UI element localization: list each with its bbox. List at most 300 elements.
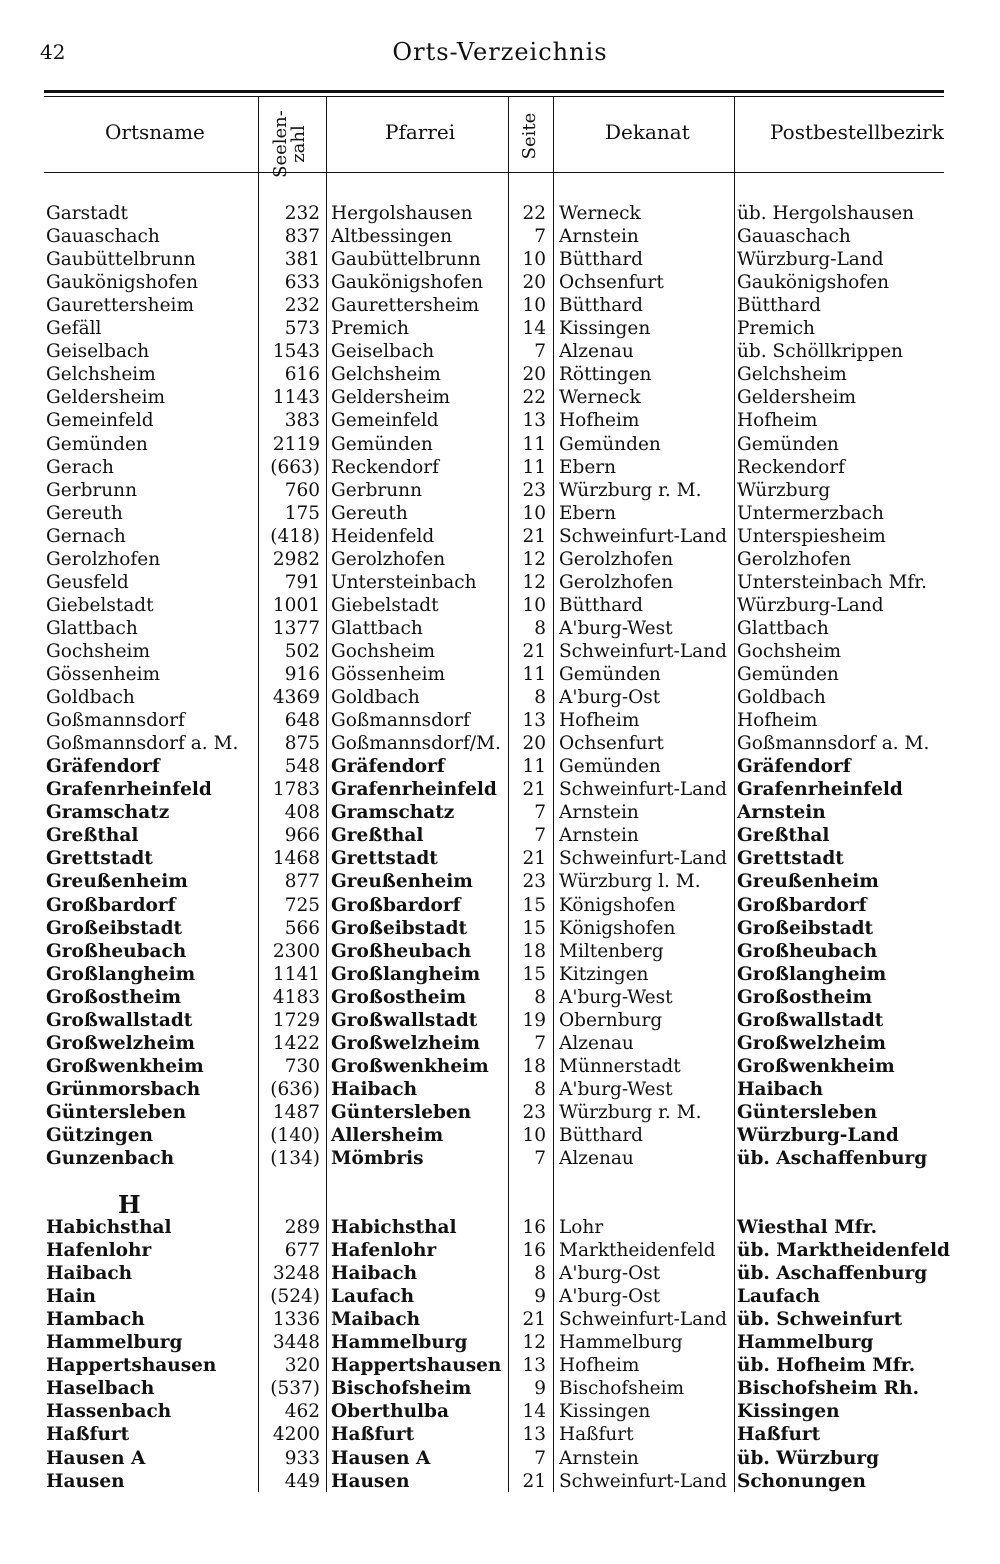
cell-pfarrei: Großlangheim <box>331 963 481 985</box>
cell-ortsname: Greußenheim <box>46 871 188 893</box>
cell-dekanat: Schweinfurt-Land <box>559 1309 727 1331</box>
table-row <box>0 1377 1000 1400</box>
cell-seite: 14 <box>522 318 546 340</box>
table-row <box>0 433 1000 456</box>
cell-pfarrei: Glattbach <box>331 617 423 639</box>
cell-seelenzahl: 875 <box>284 733 320 755</box>
cell-seite: 7 <box>534 1447 546 1469</box>
cell-ortsname: Großwenkheim <box>46 1055 204 1077</box>
table-row <box>0 870 1000 893</box>
cell-ortsname: Hausen A <box>46 1447 146 1469</box>
table-row <box>0 1239 1000 1262</box>
cell-ortsname: Glattbach <box>46 617 138 639</box>
cell-postbestellbezirk: Würzburg-Land <box>737 1125 899 1146</box>
table-row <box>0 1470 1000 1493</box>
cell-pfarrei: Habichsthal <box>331 1217 457 1238</box>
cell-seelenzahl: 573 <box>284 318 320 340</box>
cell-seite: 19 <box>522 1009 546 1031</box>
table-row <box>0 1009 1000 1032</box>
cell-pfarrei: Haibach <box>331 1263 418 1285</box>
cell-pfarrei: Gräfendorf <box>331 756 445 778</box>
table-row <box>0 248 1000 271</box>
cell-dekanat: Hofheim <box>559 710 640 732</box>
cell-ortsname: Gaukönigshofen <box>46 272 199 294</box>
cell-pfarrei: Altbessingen <box>331 226 453 248</box>
cell-seite: 18 <box>522 1055 546 1077</box>
cell-dekanat: Gemünden <box>559 664 661 685</box>
cell-pfarrei: Hergolshausen <box>331 203 473 224</box>
cell-postbestellbezirk: Untermerzbach <box>737 502 884 524</box>
cell-seite: 7 <box>534 1148 546 1170</box>
header-postbestellbezirk: Postbestellbezirk <box>770 120 944 144</box>
cell-pfarrei: Haibach <box>331 1078 418 1100</box>
table-row <box>0 363 1000 386</box>
cell-seite: 13 <box>522 710 546 732</box>
cell-ortsname: Großeibstadt <box>46 917 183 939</box>
cell-seite: 7 <box>534 825 546 847</box>
cell-dekanat: Alzenau <box>559 341 634 363</box>
cell-dekanat: Röttingen <box>559 364 652 386</box>
cell-dekanat: Werneck <box>559 203 641 224</box>
cell-ortsname: Großlangheim <box>46 963 196 985</box>
table-row <box>0 1447 1000 1470</box>
cell-ortsname: Goldbach <box>46 687 135 709</box>
table-row <box>0 940 1000 963</box>
cell-seelenzahl: 1336 <box>272 1309 320 1331</box>
cell-postbestellbezirk: Güntersleben <box>737 1101 878 1123</box>
cell-postbestellbezirk: Großeibstadt <box>737 917 874 939</box>
cell-postbestellbezirk: üb. Aschaffenburg <box>737 1148 928 1170</box>
cell-ortsname: Grünmorsbach <box>46 1078 201 1100</box>
cell-postbestellbezirk: üb. Würzburg <box>737 1447 880 1469</box>
cell-pfarrei: Greßthal <box>331 825 424 847</box>
cell-postbestellbezirk: Großwenkheim <box>737 1055 895 1077</box>
cell-dekanat: Bütthard <box>559 249 644 271</box>
table-row <box>0 548 1000 571</box>
table-row <box>0 640 1000 663</box>
cell-seite: 12 <box>522 571 546 593</box>
table-row <box>0 225 1000 248</box>
cell-seite: 15 <box>522 963 546 985</box>
cell-seite: 16 <box>522 1217 546 1238</box>
cell-dekanat: A'burg-West <box>559 986 673 1008</box>
cell-postbestellbezirk: Großwallstadt <box>737 1009 884 1031</box>
cell-pfarrei: Mömbris <box>331 1148 424 1170</box>
cell-dekanat: Königshofen <box>559 917 676 939</box>
cell-seite: 15 <box>522 917 546 939</box>
table-row <box>0 847 1000 870</box>
cell-seelenzahl: 677 <box>284 1240 320 1262</box>
header-seite: Seite <box>519 112 540 160</box>
table-row <box>0 525 1000 548</box>
table-row <box>0 709 1000 732</box>
cell-dekanat: Bütthard <box>559 1125 644 1146</box>
table-row <box>0 409 1000 432</box>
cell-dekanat: Kissingen <box>559 318 651 340</box>
cell-pfarrei: Gramschatz <box>331 802 455 824</box>
cell-dekanat: Arnstein <box>559 226 639 248</box>
table-row <box>0 386 1000 409</box>
cell-seelenzahl: 502 <box>284 640 320 662</box>
cell-seelenzahl: 760 <box>284 479 320 501</box>
cell-pfarrei: Großbardorf <box>331 894 461 916</box>
cell-pfarrei: Giebelstadt <box>331 594 439 616</box>
cell-postbestellbezirk: Großwelzheim <box>737 1032 886 1054</box>
cell-dekanat: Münnerstadt <box>559 1055 681 1077</box>
cell-pfarrei: Hammelburg <box>331 1332 468 1354</box>
cell-seite: 22 <box>522 387 546 409</box>
cell-pfarrei: Gaurettersheim <box>331 295 479 317</box>
cell-postbestellbezirk: Haibach <box>737 1078 824 1100</box>
cell-postbestellbezirk: Wiesthal Mfr. <box>737 1217 878 1238</box>
cell-seelenzahl: (537) <box>270 1378 320 1400</box>
cell-seite: 20 <box>522 733 546 755</box>
cell-postbestellbezirk: Großheubach <box>737 940 878 962</box>
table-row <box>0 502 1000 525</box>
cell-seite: 18 <box>522 940 546 962</box>
cell-seite: 13 <box>522 1355 546 1377</box>
table-row <box>0 1055 1000 1078</box>
cell-seite: 21 <box>522 848 546 870</box>
cell-postbestellbezirk: üb. Marktheidenfeld <box>737 1240 950 1262</box>
table-row <box>0 778 1000 801</box>
table-row <box>0 894 1000 917</box>
cell-seelenzahl: 4200 <box>272 1424 320 1446</box>
cell-pfarrei: Bischofsheim <box>331 1378 472 1400</box>
table-row <box>0 340 1000 363</box>
cell-ortsname: Großostheim <box>46 986 182 1008</box>
page-number: 42 <box>40 40 66 64</box>
cell-seite: 10 <box>522 594 546 616</box>
cell-dekanat: Kitzingen <box>559 963 649 985</box>
cell-seite: 7 <box>534 802 546 824</box>
cell-ortsname: Gochsheim <box>46 640 151 662</box>
cell-dekanat: Schweinfurt-Land <box>559 848 727 870</box>
cell-postbestellbezirk: Hofheim <box>737 710 818 732</box>
cell-seite: 21 <box>522 640 546 662</box>
cell-dekanat: Hammelburg <box>559 1332 683 1354</box>
header-rule-thin <box>44 96 944 97</box>
cell-seite: 7 <box>534 1032 546 1054</box>
cell-seite: 8 <box>534 1263 546 1285</box>
cell-pfarrei: Heidenfeld <box>331 525 435 547</box>
cell-ortsname: Haibach <box>46 1263 133 1285</box>
table-row <box>0 456 1000 479</box>
cell-seelenzahl: 1487 <box>272 1101 320 1123</box>
cell-postbestellbezirk: üb. Hergolshausen <box>737 203 915 224</box>
cell-seite: 15 <box>522 894 546 916</box>
cell-postbestellbezirk: Hammelburg <box>737 1332 874 1354</box>
cell-dekanat: A'burg-West <box>559 1078 673 1100</box>
cell-pfarrei: Grettstadt <box>331 848 438 870</box>
cell-postbestellbezirk: Großlangheim <box>737 963 887 985</box>
cell-postbestellbezirk: Untersteinbach Mfr. <box>737 571 927 593</box>
cell-seelenzahl: 566 <box>284 917 320 939</box>
cell-seite: 14 <box>522 1401 546 1423</box>
cell-pfarrei: Haßfurt <box>331 1424 415 1446</box>
cell-dekanat: Obernburg <box>559 1009 663 1031</box>
table-row <box>0 1101 1000 1124</box>
cell-seite: 10 <box>522 295 546 317</box>
cell-dekanat: A'burg-Ost <box>559 1286 661 1308</box>
cell-dekanat: Würzburg l. M. <box>559 871 701 893</box>
cell-pfarrei: Allersheim <box>331 1125 444 1146</box>
cell-ortsname: Goßmannsdorf <box>46 710 185 732</box>
cell-ortsname: Giebelstadt <box>46 594 154 616</box>
cell-ortsname: Hain <box>46 1286 96 1308</box>
cell-ortsname: Geldersheim <box>46 387 166 409</box>
cell-seite: 22 <box>522 203 546 224</box>
cell-dekanat: Marktheidenfeld <box>559 1240 716 1262</box>
cell-postbestellbezirk: Gochsheim <box>737 640 842 662</box>
header-seelenzahl-line2: zahl <box>288 125 309 163</box>
cell-ortsname: Großwallstadt <box>46 1009 193 1031</box>
cell-pfarrei: Premich <box>331 318 409 340</box>
cell-postbestellbezirk: Bütthard <box>737 295 822 317</box>
cell-seelenzahl: 1543 <box>272 341 320 363</box>
cell-seite: 9 <box>534 1378 546 1400</box>
cell-seite: 8 <box>534 1078 546 1100</box>
cell-postbestellbezirk: Gelchsheim <box>737 364 847 386</box>
cell-seite: 7 <box>534 226 546 248</box>
cell-seelenzahl: 175 <box>284 502 320 524</box>
cell-seelenzahl: 3448 <box>272 1332 320 1354</box>
cell-dekanat: Kissingen <box>559 1401 651 1423</box>
table-row <box>0 1400 1000 1423</box>
cell-ortsname: Grafenrheinfeld <box>46 779 212 801</box>
cell-postbestellbezirk: Premich <box>737 318 815 340</box>
cell-ortsname: Gerbrunn <box>46 479 138 501</box>
cell-seite: 8 <box>534 617 546 639</box>
cell-pfarrei: Goßmannsdorf <box>331 710 470 732</box>
cell-dekanat: Schweinfurt-Land <box>559 525 727 547</box>
cell-ortsname: Gereuth <box>46 502 123 524</box>
cell-ortsname: Goßmannsdorf a. M. <box>46 733 239 755</box>
cell-ortsname: Gauaschach <box>46 226 160 248</box>
cell-seelenzahl: (134) <box>270 1148 320 1170</box>
cell-ortsname: Gerach <box>46 456 114 478</box>
cell-postbestellbezirk: Würzburg <box>737 479 831 501</box>
table-row <box>0 1331 1000 1354</box>
cell-dekanat: Arnstein <box>559 802 639 824</box>
table-row <box>0 732 1000 755</box>
cell-postbestellbezirk: Reckendorf <box>737 456 845 478</box>
cell-seelenzahl: 966 <box>284 825 320 847</box>
table-row <box>0 917 1000 940</box>
cell-seelenzahl: (140) <box>270 1125 320 1146</box>
cell-ortsname: Gräfendorf <box>46 756 160 778</box>
cell-dekanat: Ochsenfurt <box>559 733 664 755</box>
cell-dekanat: Gerolzhofen <box>559 548 674 570</box>
cell-dekanat: A'burg-West <box>559 617 673 639</box>
cell-dekanat: Miltenberg <box>559 940 664 962</box>
cell-postbestellbezirk: Kissingen <box>737 1401 840 1423</box>
table-row <box>0 571 1000 594</box>
cell-pfarrei: Greußenheim <box>331 871 473 893</box>
header-rule-thick <box>44 90 944 93</box>
cell-ortsname: Geusfeld <box>46 571 129 593</box>
cell-pfarrei: Gelchsheim <box>331 364 441 386</box>
cell-seite: 21 <box>522 1470 546 1492</box>
cell-seite: 21 <box>522 779 546 801</box>
cell-postbestellbezirk: Arnstein <box>737 802 826 824</box>
cell-ortsname: Gemünden <box>46 433 148 455</box>
cell-postbestellbezirk: Würzburg-Land <box>737 249 884 271</box>
cell-seelenzahl: 933 <box>284 1447 320 1469</box>
cell-pfarrei: Großheubach <box>331 940 472 962</box>
table-row <box>0 1262 1000 1285</box>
cell-seelenzahl: 1783 <box>272 779 320 801</box>
cell-pfarrei: Gemünden <box>331 433 433 455</box>
column-header-rule <box>44 172 944 173</box>
cell-ortsname: Güntersleben <box>46 1101 187 1123</box>
cell-seelenzahl: 725 <box>284 894 320 916</box>
cell-dekanat: Lohr <box>559 1217 604 1238</box>
table-row <box>0 686 1000 709</box>
cell-seelenzahl: 791 <box>284 571 320 593</box>
cell-postbestellbezirk: Glattbach <box>737 617 829 639</box>
cell-ortsname: Haselbach <box>46 1378 155 1400</box>
cell-ortsname: Hausen <box>46 1470 125 1492</box>
cell-pfarrei: Happertshausen <box>331 1355 502 1377</box>
cell-postbestellbezirk: üb. Schweinfurt <box>737 1309 903 1331</box>
table-row <box>0 294 1000 317</box>
cell-postbestellbezirk: Geldersheim <box>737 387 857 409</box>
cell-seelenzahl: 1377 <box>272 617 320 639</box>
cell-seite: 20 <box>522 364 546 386</box>
cell-pfarrei: Goßmannsdorf/M. <box>331 733 501 755</box>
cell-pfarrei: Geiselbach <box>331 341 435 363</box>
cell-postbestellbezirk: Laufach <box>737 1286 821 1308</box>
cell-seelenzahl: (663) <box>270 456 320 478</box>
cell-dekanat: Würzburg r. M. <box>559 1101 702 1123</box>
cell-postbestellbezirk: Haßfurt <box>737 1424 821 1446</box>
cell-postbestellbezirk: Unterspiesheim <box>737 525 886 547</box>
cell-seelenzahl: 1143 <box>272 387 320 409</box>
cell-pfarrei: Gaukönigshofen <box>331 272 484 294</box>
cell-ortsname: Gerolzhofen <box>46 548 161 570</box>
table-row <box>0 1423 1000 1446</box>
cell-ortsname: Gunzenbach <box>46 1148 175 1170</box>
cell-pfarrei: Hausen <box>331 1470 410 1492</box>
cell-ortsname: Gemeinfeld <box>46 410 154 432</box>
cell-seelenzahl: (636) <box>270 1078 320 1100</box>
cell-pfarrei: Hafenlohr <box>331 1240 437 1262</box>
cell-seelenzahl: 232 <box>284 295 320 317</box>
cell-seite: 7 <box>534 341 546 363</box>
section-letter: H <box>118 1190 141 1219</box>
cell-seelenzahl: 462 <box>284 1401 320 1423</box>
cell-ortsname: Garstadt <box>46 203 128 224</box>
cell-dekanat: Ebern <box>559 502 617 524</box>
cell-seite: 16 <box>522 1240 546 1262</box>
cell-dekanat: Ochsenfurt <box>559 272 664 294</box>
cell-seite: 11 <box>522 664 546 685</box>
table-row <box>0 1147 1000 1170</box>
cell-postbestellbezirk: Gemünden <box>737 664 839 685</box>
cell-postbestellbezirk: Hofheim <box>737 410 818 432</box>
cell-seite: 10 <box>522 1125 546 1146</box>
table-row <box>0 963 1000 986</box>
cell-ortsname: Gaurettersheim <box>46 295 194 317</box>
cell-postbestellbezirk: üb. Hofheim Mfr. <box>737 1355 916 1377</box>
header-ortsname: Ortsname <box>105 120 205 144</box>
cell-seelenzahl: 2119 <box>272 433 320 455</box>
cell-seelenzahl: 730 <box>284 1055 320 1077</box>
cell-pfarrei: Großostheim <box>331 986 467 1008</box>
page-title: Orts-Verzeichnis <box>392 38 608 66</box>
table-row <box>0 594 1000 617</box>
cell-dekanat: Alzenau <box>559 1032 634 1054</box>
cell-postbestellbezirk: üb. Schöllkrippen <box>737 341 903 363</box>
cell-dekanat: Schweinfurt-Land <box>559 1470 727 1492</box>
cell-dekanat: Gerolzhofen <box>559 571 674 593</box>
table-row <box>0 479 1000 502</box>
cell-seelenzahl: 408 <box>284 802 320 824</box>
cell-seelenzahl: 616 <box>284 364 320 386</box>
cell-seelenzahl: (524) <box>270 1286 320 1308</box>
table-row <box>0 1216 1000 1239</box>
cell-seelenzahl: 289 <box>284 1217 320 1238</box>
cell-seite: 13 <box>522 1424 546 1446</box>
cell-postbestellbezirk: Großostheim <box>737 986 873 1008</box>
cell-dekanat: A'burg-Ost <box>559 1263 661 1285</box>
cell-postbestellbezirk: Großbardorf <box>737 894 867 916</box>
cell-ortsname: Gernach <box>46 525 126 547</box>
cell-seelenzahl: 1422 <box>272 1032 320 1054</box>
cell-pfarrei: Untersteinbach <box>331 571 477 593</box>
table-row <box>0 663 1000 686</box>
table-row <box>0 1308 1000 1331</box>
cell-seite: 21 <box>522 1309 546 1331</box>
cell-dekanat: Würzburg r. M. <box>559 479 702 501</box>
cell-pfarrei: Goldbach <box>331 687 420 709</box>
cell-pfarrei: Gössenheim <box>331 664 446 685</box>
cell-seelenzahl: 916 <box>284 664 320 685</box>
cell-dekanat: Hofheim <box>559 1355 640 1377</box>
cell-seelenzahl: 4183 <box>272 986 320 1008</box>
cell-dekanat: Werneck <box>559 387 641 409</box>
cell-postbestellbezirk: Bischofsheim Rh. <box>737 1378 920 1400</box>
cell-dekanat: Bütthard <box>559 594 644 616</box>
cell-seite: 23 <box>522 479 546 501</box>
cell-dekanat: Arnstein <box>559 1447 639 1469</box>
cell-postbestellbezirk: Gauaschach <box>737 226 851 248</box>
cell-pfarrei: Oberthulba <box>331 1401 449 1423</box>
cell-pfarrei: Reckendorf <box>331 456 439 478</box>
cell-pfarrei: Gaubüttelbrunn <box>331 249 481 271</box>
cell-postbestellbezirk: Greußenheim <box>737 871 879 893</box>
cell-postbestellbezirk: Goßmannsdorf a. M. <box>737 733 930 755</box>
cell-pfarrei: Großwelzheim <box>331 1032 480 1054</box>
cell-ortsname: Gramschatz <box>46 802 170 824</box>
table-row <box>0 317 1000 340</box>
cell-dekanat: Gemünden <box>559 756 661 778</box>
header-pfarrei: Pfarrei <box>385 120 456 144</box>
cell-postbestellbezirk: Schonungen <box>737 1470 866 1492</box>
cell-postbestellbezirk: Goldbach <box>737 687 826 709</box>
cell-seelenzahl: 383 <box>284 410 320 432</box>
cell-pfarrei: Gemeinfeld <box>331 410 439 432</box>
cell-dekanat: Schweinfurt-Land <box>559 640 727 662</box>
cell-pfarrei: Gereuth <box>331 502 408 524</box>
cell-pfarrei: Großwallstadt <box>331 1009 478 1031</box>
cell-postbestellbezirk: Greßthal <box>737 825 830 847</box>
table-row <box>0 1285 1000 1308</box>
cell-ortsname: Gelchsheim <box>46 364 156 386</box>
cell-ortsname: Gützingen <box>46 1125 153 1146</box>
table-row <box>0 824 1000 847</box>
